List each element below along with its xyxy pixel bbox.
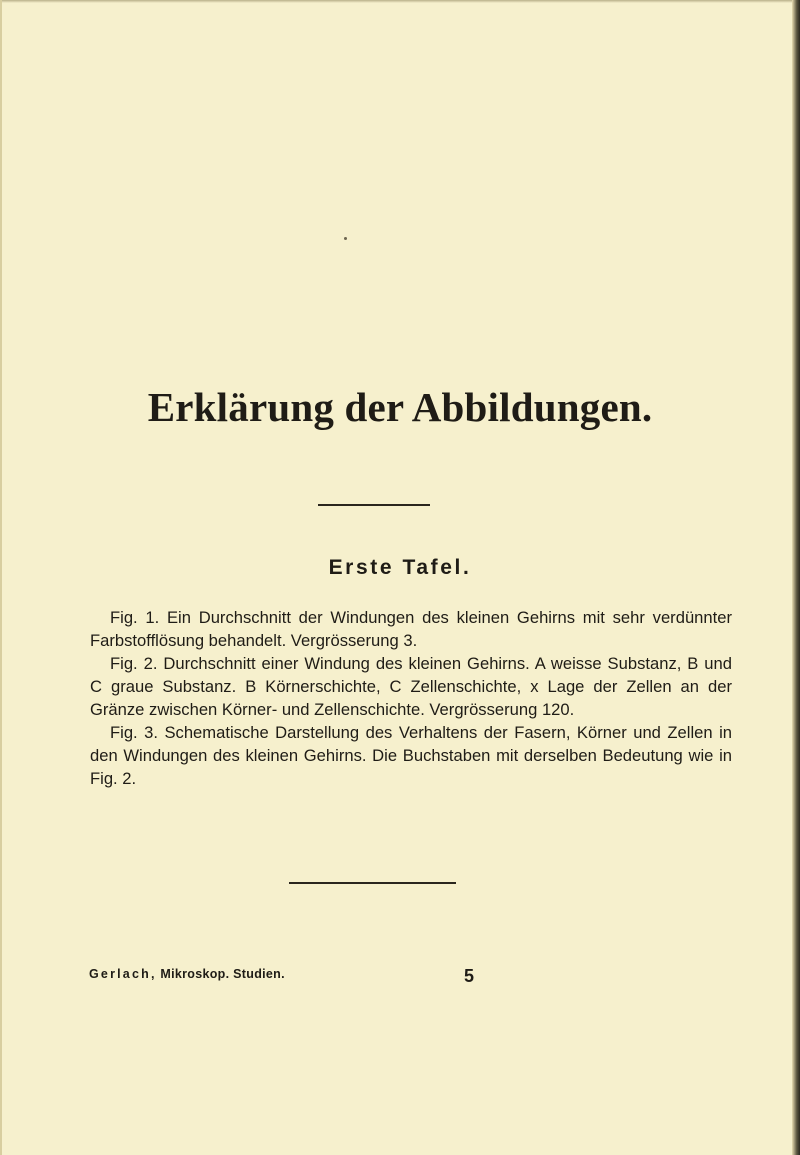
footer-signature [89,967,285,981]
page-title: Erklärung der Abbildungen. [147,384,653,430]
divider-rule-top [318,504,430,506]
paper-speck [344,237,347,240]
figure-2-explanation: Fig. 2. Durchschnitt einer Windung des kleinen Gehirns. A weisse Substanz, B und C graue Substanz. B Körnerschichte, C Zellenschichte, x Lage der Zellen an der Gränze zwischen Körner- und Zellenschichte. Vergrösserung 120. [90,654,732,719]
page-edge-top [0,0,800,3]
page-number: 5 [464,966,475,986]
figure-explanations [90,606,732,790]
footer-book-title: Mikroskop. Studien. [160,967,285,981]
figure-3-explanation: Fig. 3. Schematische Darstellung des Verhaltens der Fasern, Körner und Zellen in den Windungen des kleinen Gehirns. Die Buchstaben mit derselben Bedeutung wie in Fig. 2. [90,723,732,788]
figure-1-explanation: Fig. 1. Ein Durchschnitt der Windungen des kleinen Gehirns mit sehr verdünnter Farbstofflösung behandelt. Vergrösserung 3. [90,608,732,650]
section-heading: Erste Tafel. [328,556,472,579]
divider-rule-bottom [289,882,456,884]
footer-author: Gerlach, [89,967,157,981]
